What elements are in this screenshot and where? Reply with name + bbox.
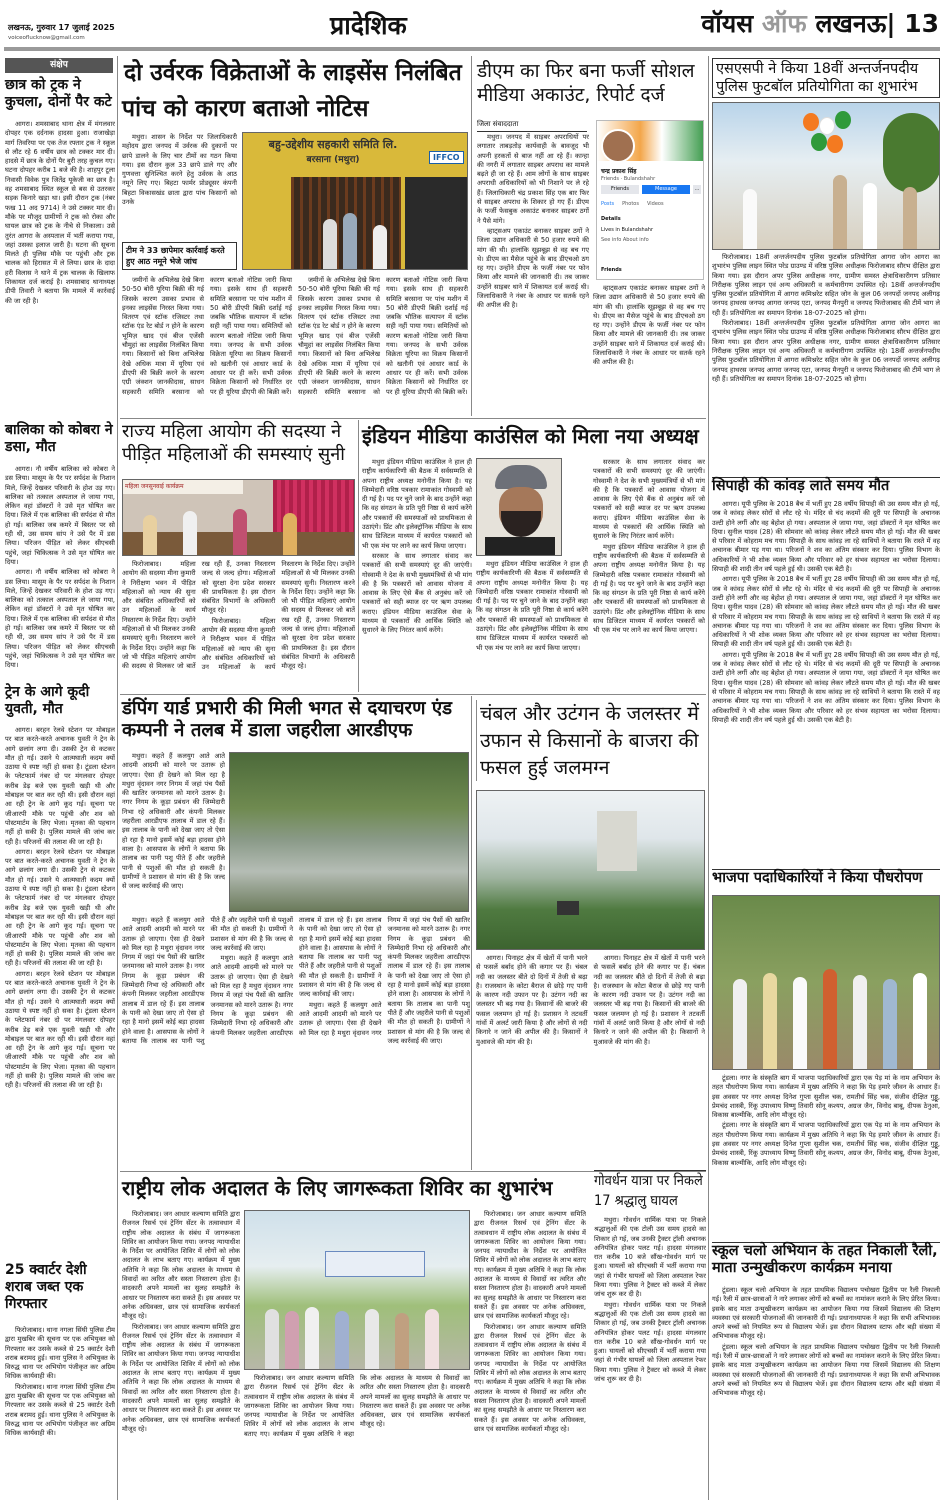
friends-button[interactable]: Friends bbox=[601, 185, 639, 194]
profile-meta: Friends · Bulandshahr bbox=[601, 176, 656, 182]
dumping-yard-body-2 bbox=[122, 916, 470, 1168]
polluted-pond-photo bbox=[229, 752, 469, 912]
person bbox=[285, 1311, 299, 1369]
brief-2-text: आगरा। नौ वर्षीय बालिका को कोबरा ने डस लिया। मासूम के पैर पर सर्पदंश के निशान मिले, जिन्हें देखकर परिवारी के होश उड़ गए। बालिका को तत्काल अस्पताल ले जाया गया, लेकिन वहां डॉक्टरों ने उसे मृत घोषित कर दिया। जिले में एक बालिका की सर्पदंश से मौत हो गई। बालिका जब कमरे में बिस्तर पर सो रही थी, उस समय सांप ने उसे पैर में डस लिया। परिजन पीड़ित को लेकर सीएचसी पहुंचे, जहां चिकित्सक ने उसे मृत घोषित कर दिया। bbox=[5, 568, 115, 670]
divider bbox=[120, 694, 706, 695]
header-rule bbox=[4, 47, 940, 51]
football-text: फिरोजाबाद। 18वीं अन्तर्जनपदीय पुलिस फुटबॉल प्रतियोगिता आगरा जोन आगरा का शुभारंभ पुलिस लाइन स्थित परेड ग्राउण्ड में वरिष्ठ पुलिस अधीक्षक फिरोजाबाद सौरभ दीक्षित द्वारा किया गया। इस दौरान अपर पुलिस अधीक्षक नगर, ग्रामीण समस्त क्षेत्राधिकारीगण प्रतिसार निरीक्षक पुलिस लाइन एवं अन्य अधिकारी व कर्मचारीगण उपस्थित रहे। 18वीं अन्तर्जनपदीय पुलिस फुटबॉल प्रतियोगिता में आगरा कमिश्नरेट सहित जोन के कुल 06 जनपदों जनपद अलीगढ़ जनपद हाथरस जनपद आगरा जनपद एटा, जनपद मैनपुरी व जनपद फिरोजाबाद की टीमें भाग ले रही हैं। प्रतियोगिता का समापन दिनांक 18-07-2025 को होगा। bbox=[712, 253, 940, 317]
lok-adalat-body bbox=[122, 1210, 240, 1500]
fertilizer-text: मथुरा। शासन के निर्देश पर जिलाधिकारी महोदय द्वारा जनपद में उर्वरक की दुकानों पर छापे डालने के लिए चार टीमों का गठन किया गया। इस दौरान कुल 33 छापे डाले गए और गुणवत्ता सुनिश्चित करने हेतु उर्वरक के आठ नमूने लिए गए। बिहटा फार्मर प्रोड्यूसर कंपनी बिहटा विकासखंड छाता द्वारा पांच किसानों को उनके bbox=[122, 133, 237, 207]
divider bbox=[358, 420, 359, 692]
person bbox=[343, 213, 357, 269]
brief-1-text: आगरा। शमसाबाद थाना क्षेत्र में मंगलवार दोपहर एक दर्दनाक हादसा हुआ। राजाखेड़ा मार्ग तिवरिया पर एक तेज रफ्तार ट्रक ने स्कूल से लौट रहे 6 वर्षीय छात्र को टक्कर मार दी। हादसे में छात्र के दोनों पैर बुरी तरह कुचल गए। घटना दोपहर करीब 1 बजे की है। शाहपुर टूला निवासी विवेक पुत्र जितेंद्र यूकेजी का छात्र है। वह शमसाबाद स्थित स्कूल से बस से उतरकर सड़क किनारे खड़ा था। इसी दौरान ट्रक (नंबर फख 11 अद 9714) ने उसे टक्कर मार दी। मौके पर मौजूद ग्रामीणों ने ट्रक को रोका और घायल छात्र को ट्रक के नीचे से निकाला। उसे तुरंत आगरा के अस्पताल में भर्ती कराया गया, जहां उसका इलाज जारी है। घटना की सूचना मिलते ही पुलिस मौके पर पहुंची और ट्रक चालक को हिरासत में ले लिया। छात्र के दादा हरी विलास ने थाने में ट्रक चालक के खिलाफ शिकायत दर्ज कराई है। शमसाबाद थानाध्यक्ष डीपी तिवारी ने बताया कि मामले में कार्रवाई की जा रही है। bbox=[5, 120, 115, 305]
fertilizer-text-2: जमीनों के अभिलेख देखे बिना 50-50 बोरी यूरिया बिक्री की गई जिसके कारण उसका प्रभाव से इनका लाइसेंस निरस्त किया गया। वितरण एवं स्टॉक रजिस्टर तथा स्टॉक एंड रेट बोर्ड न होने के कारण भूमिज़ खाद एवं बीज एजेंसी चौमुहां का लाइसेंस निलंबित किया गया। किसानों को बिना अभिलेख देखे अधिक मात्रा में यूरिया एवं डीएपी की बिक्री करने के कारण एग्री जंक्शन जानकीदास, साधन सहकारी समिति बरसाना को कारण बताओ नोटिस जारी किया गया। इसके साथ ही सहकारी समिति बरसाना पर पांच मशीन में 50 बोरी डीएपी बिक्री दर्शाई गई जबकि भौतिक सत्यापन में स्टॉक सही नहीं पाया गया। समितियों को कारण बताओ नोटिस जारी किया गया। जनपद के सभी उर्वरक विक्रेता यूरिया का विक्रय किसानों को खतौनी एवं आधार कार्ड के आधार पर ही करें। सभी उर्वरक विक्रेता किसानों को निर्धारित दर पर ही यूरिया डीएपी की बिक्री करें। bbox=[298, 276, 468, 396]
profile-avatar bbox=[601, 129, 635, 163]
media-council-text: सरकार के साथ लगातार संवाद कर पत्रकारों की सभी समस्याएं दूर की जाएंगी। गोस्वामी ने देश के सभी मुख्यमंत्रियों से भी मांग की है कि पत्रकारों को आवास योजना में आवास के लिए ऐसे बैंक से अनुबंध करें जो पत्रकारों को सही ब्याज दर पर ऋण उपलब्ध कराए। इंडियन मीडिया काउंसिल सेवा के माध्यम से पत्रकारों की आर्थिक स्थिति को सुधारने के लिए निरंतर कार्य करेंगे। bbox=[362, 551, 472, 635]
school-rally-body bbox=[712, 1286, 940, 1500]
shop-sign bbox=[243, 137, 423, 165]
balloon bbox=[827, 135, 843, 153]
school-rally-headline: स्कूल चलो अभियान के तहत निकाली रैली, माता उन्मुखीकरण कार्यक्रम मनाया bbox=[712, 1242, 940, 1278]
friends-heading: Friends bbox=[601, 267, 622, 273]
brief-2-text: आगरा। नौ वर्षीय बालिका को कोबरा ने डस लिया। मासूम के पैर पर सर्पदंश के निशान मिले, जिन्हें देखकर परिवारी के होश उड़ गए। बालिका को तत्काल अस्पताल ले जाया गया, लेकिन वहां डॉक्टरों ने उसे मृत घोषित कर दिया। जिले में एक बालिका की सर्पदंश से मौत हो गई। बालिका जब कमरे में बिस्तर पर सो रही थी, उस समय सांप ने उसे पैर में डस लिया। परिजन पीड़ित को लेकर सीएचसी पहुंचे, जहां चिकित्सक ने उसे मृत घोषित कर दिया। bbox=[5, 465, 115, 566]
fertilizer-body bbox=[122, 133, 237, 239]
camp-banner bbox=[325, 1251, 425, 1277]
tractor bbox=[557, 901, 579, 915]
lok-adalat-text: फिरोजाबाद। जन आधार कल्याण समिति द्वारा रीजनल रिसर्च एवं ट्रेनिंग सेंटर के तत्वावधान में राष्ट्रीय लोक अदालत के संबंध में जागरूकता शिविर का आयोजन किया गया। जनपद न्यायाधीश के निर्देश पर आयोजित शिविर में लोगों को लोक अदालत के लाभ बताए गए। कार्यक्रम में मुख्य अतिथि ने कहा कि लोक अदालत के माध्यम से विवादों का त्वरित और सस्ता निस्तारण होता है। वादकारी अपने मामलों का सुलह समझौते के आधार पर निस्तारण करा सकते हैं। इस अवसर पर अनेक अधिवक्ता, छात्र एवं सामाजिक कार्यकर्ता मौजूद रहे। bbox=[122, 1210, 240, 1321]
media-council-headline: इंडियन मीडिया काउंसिल को मिला नया अध्यक्ष bbox=[362, 424, 699, 448]
person bbox=[323, 219, 337, 269]
shirt bbox=[485, 537, 555, 556]
person bbox=[733, 979, 747, 1069]
dm-fake-text-2: व्हाट्सअप एकाउंट बनाकर साइबर ठगों ने जिला उद्यान अधिकारी से 50 हजार रुपये की मांग की थी। हालांकि सूझबूझ से वह बच गए थे। डीएम का मैसेज पहुंचे के बाद डीएचओ ठग रह गए। उन्होंने डीएम के फर्जी नंबर पर फोन किया और मामले की जानकारी दी। तब जाकर उन्होंने साइबर थाने में शिकायत दर्ज कराई थी। जिलाधिकारी ने नंबर के आधार पर सतर्क रहने की अपील की है। bbox=[593, 284, 705, 367]
school-rally-text: टूंडला। स्कूल चलो अभियान के तहत प्राथमिक विद्यालय पचोखरा द्वितीय पर रैली निकाली गई। रैली में छात्र-छात्राओं ने नारे लगाकर लोगों को बच्चों का नामांकन कराने के लिए प्रेरित किया। इसके बाद माता उन्मुखीकरण कार्यक्रम का आयोजन किया गया जिसमें विद्यालय की शिक्षण व्यवस्था एवं सरकारी योजनाओं की जानकारी दी गई। प्रधानाध्यापक ने कहा कि सभी अभिभावक अपने बच्चों को नियमित रूप से विद्यालय भेजें। इस दौरान विद्यालय स्टाफ और बड़ी संख्या में अभिभावक मौजूद रहे। bbox=[712, 1342, 940, 1398]
chambal-flood-body bbox=[476, 954, 705, 1168]
dumping-yard-text-2: मथुरा। कहते हैं कलयुग आते आते आदमी आदमी को मारने पर उतारू हो जाएगा। ऐसा ही देखने को मिल रहा है मथुरा वृंदावन नगर निगम में जहां पंच पैसों की खातिर जनमानस को मारने उतारू है। नगर निगम के कूड़ा प्रबंधन की जिम्मेदारी निभा रहे अधिकारी और कंपनी मिलकर जहरीला आरडीएफ तालाब में डाल रहे हैं। इस तालाब के पानी को देखा जाए तो ऐसा हो रहा है मानो इसमें कोई बड़ा हादसा होने वाला है। आसपास के लोगों ने बताया कि तालाब का पानी पशु पीते हैं और जहरीले पानी से पशुओं की मौत हो सकती है। ग्रामीणों ने प्रशासन से मांग की है कि जल्द से जल्द कार्रवाई की जाए। bbox=[122, 916, 293, 1045]
cap bbox=[495, 465, 547, 489]
person bbox=[903, 187, 917, 249]
masthead-word-1: वॉयस bbox=[701, 9, 754, 38]
media-council-body bbox=[362, 458, 472, 690]
tab-videos[interactable]: Videos bbox=[646, 201, 664, 207]
media-council-text-3: सरकार के साथ लगातार संवाद कर पत्रकारों की सभी समस्याएं दूर की जाएंगी। गोस्वामी ने देश के सभी मुख्यमंत्रियों से भी मांग की है कि पत्रकारों को आवास योजना में आवास के लिए ऐसे बैंक से अनुबंध करें जो पत्रकारों को सही ब्याज दर पर ऋण उपलब्ध कराए। इंडियन मीडिया काउंसिल सेवा के माध्यम से पत्रकारों की आर्थिक स्थिति को सुधारने के लिए निरंतर कार्य करेंगे। bbox=[593, 458, 705, 541]
lives-in: Lives in Bulandshahr bbox=[601, 227, 654, 233]
lok-adalat-text: फिरोजाबाद। जन आधार कल्याण समिति द्वारा रीजनल रिसर्च एवं ट्रेनिंग सेंटर के तत्वावधान में राष्ट्रीय लोक अदालत के संबंध में जागरूकता शिविर का आयोजन किया गया। जनपद न्यायाधीश के निर्देश पर आयोजित शिविर में लोगों को लोक अदालत के लाभ बताए गए। कार्यक्रम में मुख्य अतिथि ने कहा कि लोक अदालत के माध्यम से विवादों का त्वरित और सस्ता निस्तारण होता है। वादकारी अपने मामलों का सुलह समझौते के आधार पर निस्तारण करा सकते हैं। इस अवसर पर अनेक अधिवक्ता, छात्र एवं सामाजिक कार्यकर्ता मौजूद रहे। bbox=[122, 1322, 240, 1433]
women-commission-headline: राज्य महिला आयोग की सदस्या ने पीड़ित महिलाओं की समस्याएं सुनी bbox=[122, 421, 345, 465]
balloon bbox=[803, 113, 819, 131]
balloon bbox=[811, 133, 827, 151]
dm-fake-text: व्हाट्सअप एकाउंट बनाकर साइबर ठगों ने जिला उद्यान अधिकारी से 50 हजार रुपये की मांग की थी। हालांकि सूझबूझ से वह बच गए थे। डीएम का मैसेज पहुंचे के बाद डीएचओ ठग रह गए। उन्होंने डीएम के फर्जी नंबर पर फोन किया और मामले की जानकारी दी। तब जाकर उन्होंने साइबर थाने में शिकायत दर्ज कराई थी। जिलाधिकारी ने नंबर के आधार पर सतर्क रहने की अपील की है। bbox=[477, 226, 589, 310]
plantation-photo bbox=[712, 895, 940, 1070]
person bbox=[233, 509, 247, 555]
about-link[interactable]: See info About info bbox=[601, 237, 649, 243]
govardhan-text: मथुरा। गोवर्धन धार्मिक यात्रा पर निकले श्रद्धालुओं की एक टोली उस समय हादसे का शिकार हो गई, जब उनकी ट्रैक्टर ट्रॉली अचानक अनियंत्रित होकर पलट गई। हादसा मंगलवार रात करीब 10 बजे सौंख-गोवर्धन मार्ग पर हुआ। घायलों को सीएचसी में भर्ती कराया गया जहां से गंभीर घायलों को जिला अस्पताल रेफर किया गया। पुलिस ने ट्रैक्टर को कब्जे में लेकर जांच शुरू कर दी है। bbox=[594, 1300, 706, 1384]
shop-sign-line-1: बहु-उद्देशीय सहकारी समिति लि. bbox=[268, 138, 398, 151]
person bbox=[335, 1311, 349, 1369]
fertilizer-highlight: टीम ने 33 छापेमार कार्रवाई करते हुए आठ नमूने भेजे जांच bbox=[122, 242, 237, 270]
dumping-yard-text-2: मथुरा। कहते हैं कलयुग आते आते आदमी आदमी को मारने पर उतारू हो जाएगा। ऐसा ही देखने को मिल रहा है मथुरा वृंदावन नगर निगम में जहां पंच पैसों की खातिर जनमानस को मारने उतारू है। नगर निगम के कूड़ा प्रबंधन की जिम्मेदारी निभा रहे अधिकारी और कंपनी मिलकर जहरीला आरडीएफ तालाब में डाल रहे हैं। इस तालाब के पानी को देखा जाए तो ऐसा हो रहा है मानो इसमें कोई बड़ा हादसा होने वाला है। आसपास के लोगों ने बताया कि तालाब का पानी पशु पीते हैं और जहरीले पानी से पशुओं की मौत हो सकती है। ग्रामीणों ने प्रशासन से मांग की है कि जल्द से जल्द कार्रवाई की जाए। bbox=[299, 916, 470, 1045]
lok-adalat-text-3: फिरोजाबाद। जन आधार कल्याण समिति द्वारा रीजनल रिसर्च एवं ट्रेनिंग सेंटर के तत्वावधान में राष्ट्रीय लोक अदालत के संबंध में जागरूकता शिविर का आयोजन किया गया। जनपद न्यायाधीश के निर्देश पर आयोजित शिविर में लोगों को लोक अदालत के लाभ बताए गए। कार्यक्रम में मुख्य अतिथि ने कहा कि लोक अदालत के माध्यम से विवादों का त्वरित और सस्ता निस्तारण होता है। वादकारी अपने मामलों का सुलह समझौते के आधार पर निस्तारण करा सकते हैं। इस अवसर पर अनेक अधिवक्ता, छात्र एवं सामाजिक कार्यकर्ता मौजूद रहे। bbox=[474, 1322, 586, 1433]
person bbox=[373, 225, 387, 269]
president-portrait bbox=[476, 458, 562, 556]
football-headline: एसएसपी ने किया 18वीं अन्तर्जनपदीय पुलिस फुटबॉल प्रतियोगिता का शुभारंभ bbox=[712, 58, 940, 98]
brief-1-body bbox=[5, 120, 115, 418]
profile-tabs bbox=[601, 201, 664, 207]
brief-1-title: छात्र को ट्रक ने कुचला, दोनों पैर कटे bbox=[5, 77, 112, 110]
notice-board bbox=[405, 177, 468, 270]
person bbox=[913, 973, 927, 1069]
media-council-text-2: मथुरा इंडियन मीडिया काउंसिल ने हाल ही राष्ट्रीय कार्यकारिणी की बैठक में सर्वसम्मति से अपना राष्ट्रीय अध्यक्ष मनोनीत किया है। यह जिम्मेदारी वरिष्ठ पत्रकार रामाकांत गोस्वामी को दी गई है। पद पर चुने जाने के बाद उन्होंने कहा कि वह संगठन के प्रति पूरी निष्ठा से कार्य करेंगे और पत्रकारों की समस्याओं को प्राथमिकता से उठाएंगे। प्रिंट और इलेक्ट्रॉनिक मीडिया के साथ साथ डिजिटल माध्यम में कार्यरत पत्रकारों को भी एक मंच पर लाने का कार्य किया जाएगा। bbox=[476, 560, 588, 652]
awareness-camp-photo bbox=[244, 1210, 470, 1370]
women-commission-photo bbox=[122, 479, 355, 556]
person bbox=[763, 973, 777, 1069]
brief-2-title: बालिका को कोबरा ने डसा, मौत bbox=[5, 422, 113, 455]
brief-3-text: आगरा। बरहन रेलवे स्टेशन पर मोबाइल पर बात करते-करते अचानक युवती ने ट्रेन के आगे छलांग लगा दी। उसकी ट्रेन से कटकर मौत हो गई। उसने ये आत्मघाती कदम क्यों उठाया ये स्पष्ट नहीं हो सका है। टूंडला स्टेशन के प्लेटफार्म नंबर दो पर मंगलवार दोपहर करीब डेढ़ बजे एक युवती खड़ी थी और मोबाइल पर बात कर रही थी। इसी दौरान वहां आ रही ट्रेन के आगे कूद गई। सूचना पर जीआरपी मौके पर पहुंची और शव को पोस्टमार्टम के लिए भेजा। मृतका की पहचान नहीं हो सकी है। पुलिस मामले की जांच कर रही है। परिजनों की तलाश की जा रही है। bbox=[5, 847, 115, 968]
message-button[interactable]: Message bbox=[642, 185, 690, 194]
media-council-text-3: मथुरा इंडियन मीडिया काउंसिल ने हाल ही राष्ट्रीय कार्यकारिणी की बैठक में सर्वसम्मति से अपना राष्ट्रीय अध्यक्ष मनोनीत किया है। यह जिम्मेदारी वरिष्ठ पत्रकार रामाकांत गोस्वामी को दी गई है। पद पर चुने जाने के बाद उन्होंने कहा कि वह संगठन के प्रति पूरी निष्ठा से कार्य करेंगे और पत्रकारों की समस्याओं को प्राथमिकता से उठाएंगे। प्रिंट और इलेक्ट्रॉनिक मीडिया के साथ साथ डिजिटल माध्यम में कार्यरत पत्रकारों को भी एक मंच पर लाने का कार्य किया जाएगा। bbox=[593, 542, 705, 635]
divider bbox=[120, 418, 706, 419]
masthead bbox=[701, 6, 939, 40]
header-date: लखनऊ, गुरुवार 17 जुलाई 2025 bbox=[8, 23, 115, 32]
more-button[interactable]: … bbox=[694, 186, 700, 192]
shop-sign-line-2: बरसाना (मथुरा) bbox=[306, 155, 360, 165]
women-commission-text: फिरोजाबाद। महिला आयोग की सदस्या मीना कुमारी ने निरीक्षण भवन में पीड़ित महिलाओं को न्याय की सुना और संबंधित अधिकारियों को उन महिलाओं के कार्य निस्तारण के निर्देश दिए। उन्होंने महिलाओं से भी मिलकर उनकी समस्याएं सुनी। निस्तारण करने के निर्देश दिए। उन्होंने कहा कि जो भी पीड़ित महिलाएं आयोग की सदस्य से मिलकर जो बातें रख रही हैं, उनका निस्तारण जल्द से जल्द होगा। महिलाओं को सुरक्षा देना प्रदेश सरकार की प्राथमिकता है। इस दौरान संबंधित विभागों के अधिकारी मौजूद रहे। bbox=[201, 560, 355, 672]
plantation-text: टूंडला। नगर के संस्कृति बाग में भाजपा पदाधिकारियों द्वारा एक पेड़ मां के नाम अभियान के तहत पौधरोपण किया गया। कार्यक्रम में मुख्य अतिथि ने कहा कि पेड़ हमारे जीवन के आधार हैं। इस अवसर पर नगर अध्यक्ष दिनेश गुप्ता सुशील चक, रामतीर्थ सिंह चक, संजीव दीक्षित गुड्डू, प्रेमचंद शास्त्री, रिंकू उपाध्याय विष्णु तिवारी सोनू कश्यप, अग्रज जैन, विनोद बाबू, दीपक ठेनुआ, विकास बाल्मीकि, आदि लोग मौजूद रहे। bbox=[712, 1074, 940, 1120]
fertilizer-subheadline: पांच को कारण बताओ नोटिस bbox=[122, 96, 369, 122]
brief-3-text: आगरा। बरहन रेलवे स्टेशन पर मोबाइल पर बात करते-करते अचानक युवती ने ट्रेन के आगे छलांग लगा दी। उसकी ट्रेन से कटकर मौत हो गई। उसने ये आत्मघाती कदम क्यों उठाया ये स्पष्ट नहीं हो सका है। टूंडला स्टेशन के प्लेटफार्म नंबर दो पर मंगलवार दोपहर करीब डेढ़ बजे एक युवती खड़ी थी और मोबाइल पर बात कर रही थी। इसी दौरान वहां आ रही ट्रेन के आगे कूद गई। सूचना पर जीआरपी मौके पर पहुंची और शव को पोस्टमार्टम के लिए भेजा। मृतका की पहचान नहीं हो सकी है। पुलिस मामले की जांच कर रही है। परिजनों की तलाश की जा रही है। bbox=[5, 726, 115, 846]
person bbox=[395, 1313, 409, 1369]
person bbox=[283, 513, 297, 555]
constable-death-text: आगरा। यूपी पुलिस के 2018 बैच में भर्ती हुए 28 वर्षीय सिपाही की उस समय मौत हो गई, जब वे कांवड़ लेकर सोरों से लौट रहे थे। मंदिर से चंद कदमों की दूरी पर सिपाही के अचानक उल्टी होने लगीं और वह बेहोश हो गया। अस्पताल ले जाया गया, जहां डॉक्टरों ने मृत घोषित कर दिया। सुनील यादव (28) की सोमवार को कांवड़ लेकर लौटते समय मौत हो गई। मौत की खबर से परिवार में कोहराम मच गया। सिपाही के साथ कांवड़ ला रहे साथियों ने बताया कि रास्ते में वह अचानक बीमार पड़ गया था। परिजनों ने शव का अंतिम संस्कार कर दिया। पुलिस विभाग के अधिकारियों ने भी शोक व्यक्त किया और परिवार को हर संभव सहायता का भरोसा दिलाया। सिपाही की शादी तीन वर्ष पहले हुई थी। उसकी एक बेटी है। bbox=[712, 500, 940, 574]
brief-4-title: 25 क्वार्टर देशी शराब जब्त एक गिरफ्तार bbox=[5, 1262, 87, 1312]
plantation-headline: भाजपा पदाधिकारियों ने किया पौधरोपण bbox=[712, 869, 940, 887]
dm-byline: जिला संवाददाता bbox=[477, 120, 587, 132]
beard bbox=[501, 511, 541, 537]
football-text: फिरोजाबाद। 18वीं अन्तर्जनपदीय पुलिस फुटबॉल प्रतियोगिता आगरा जोन आगरा का शुभारंभ पुलिस लाइन स्थित परेड ग्राउण्ड में वरिष्ठ पुलिस अधीक्षक फिरोजाबाद सौरभ दीक्षित द्वारा किया गया। इस दौरान अपर पुलिस अधीक्षक नगर, ग्रामीण समस्त क्षेत्राधिकारीगण प्रतिसार निरीक्षक पुलिस लाइन एवं अन्य अधिकारी व कर्मचारीगण उपस्थित रहे। 18वीं अन्तर्जनपदीय पुलिस फुटबॉल प्रतियोगिता में आगरा कमिश्नरेट सहित जोन के कुल 06 जनपदों जनपद अलीगढ़ जनपद हाथरस जनपद आगरा जनपद एटा, जनपद मैनपुरी व जनपद फिरोजाबाद की टीमें भाग ले रही हैं। प्रतियोगिता का समापन दिनांक 18-07-2025 को होगा। bbox=[712, 319, 940, 383]
person bbox=[853, 975, 867, 1069]
person bbox=[743, 189, 757, 249]
brief-4-text: फिरोजाबाद। थाना नगला सिंघी पुलिस टीम द्वारा मुखबिर की सूचना पर एक अभियुक्त को गिरफ्तार कर उसके कब्जे से 25 क्वार्टर देशी शराब बरामद हुई। थाना पुलिस ने अभियुक्त के विरुद्ध थाना पर अभियोग पंजीकृत कर अग्रिम विधिक कार्यवाही की। bbox=[5, 1382, 115, 1438]
brief-2-body bbox=[5, 465, 115, 680]
chambal-flood-headline: चंबल और उटंगन के जलस्तर में उफान से किसानों के बाजरा की फसल हुई जलमग्न bbox=[476, 700, 706, 781]
brief-4-text: फिरोजाबाद। थाना नगला सिंघी पुलिस टीम द्वारा मुखबिर की सूचना पर एक अभियुक्त को गिरफ्तार कर उसके कब्जे से 25 क्वार्टर देशी शराब बरामद हुई। थाना पुलिस ने अभियुक्त के विरुद्ध थाना पर अभियोग पंजीकृत कर अग्रिम विधिक कार्यवाही की। bbox=[5, 1326, 115, 1381]
column-divider bbox=[708, 56, 709, 1500]
plantation-body bbox=[712, 1074, 940, 1240]
lok-adalat-text-2: फिरोजाबाद। जन आधार कल्याण समिति द्वारा रीजनल रिसर्च एवं ट्रेनिंग सेंटर के तत्वावधान में राष्ट्रीय लोक अदालत के संबंध में जागरूकता शिविर का आयोजन किया गया। जनपद न्यायाधीश के निर्देश पर आयोजित शिविर में लोगों को लोक अदालत के लाभ बताए गए। कार्यक्रम में मुख्य अतिथि ने कहा कि लोक अदालत के माध्यम से विवादों का त्वरित और सस्ता निस्तारण होता है। वादकारी अपने मामलों का सुलह समझौते के आधार पर निस्तारण करा सकते हैं। इस अवसर पर अनेक अधिवक्ता, छात्र एवं सामाजिक कार्यकर्ता मौजूद रहे। bbox=[244, 1374, 470, 1438]
women-commission-text: फिरोजाबाद। महिला आयोग की सदस्या मीना कुमारी ने निरीक्षण भवन में पीड़ित महिलाओं को न्याय की सुना और संबंधित अधिकारियों को उन महिलाओं के कार्य निस्तारण के निर्देश दिए। उन्होंने महिलाओं से भी मिलकर उनकी समस्याएं सुनी। निस्तारण करने के निर्देश दिए। उन्होंने कहा कि जो भी पीड़ित महिलाएं आयोग की सदस्य से मिलकर जो बातें रख रही हैं, उनका निस्तारण जल्द से जल्द होगा। महिलाओं को सुरक्षा देना प्रदेश सरकार की प्राथमिकता है। इस दौरान संबंधित विभागों के अधिकारी मौजूद रहे। bbox=[122, 560, 276, 671]
brief-3-body bbox=[5, 726, 115, 1258]
constable-death-headline: सिपाही की कांवड़ लाते समय मौत bbox=[712, 477, 940, 495]
section-title: प्रादेशिक bbox=[330, 11, 407, 40]
profile-name: चन्द्र प्रकाश सिंह bbox=[601, 168, 637, 175]
fertilizer-headline: दो उर्वरक विक्रेताओं के लाइसेंस निलंबित bbox=[124, 60, 462, 86]
dumping-yard-text-2: मथुरा। कहते हैं कलयुग आते आते आदमी आदमी को मारने पर उतारू हो जाएगा। ऐसा ही देखने को मिल रहा है मथुरा वृंदावन नगर निगम में जहां पंच पैसों की खातिर जनमानस को मारने उतारू है। नगर निगम के कूड़ा प्रबंधन की जिम्मेदारी निभा रहे अधिकारी और कंपनी मिलकर जहरीला आरडीएफ तालाब में डाल रहे हैं। इस तालाब के पानी को देखा जाए तो ऐसा हो रहा है मानो इसमें कोई बड़ा हादसा होने वाला है। आसपास के लोगों ने बताया कि तालाब का पानी पशु पीते हैं और जहरीले पानी से पशुओं की मौत हो सकती है। ग्रामीणों ने प्रशासन से मांग की है कि जल्द से जल्द कार्रवाई की जाए। bbox=[210, 916, 382, 1037]
govardhan-text: मथुरा। गोवर्धन धार्मिक यात्रा पर निकले श्रद्धालुओं की एक टोली उस समय हादसे का शिकार हो गई, जब उनकी ट्रैक्टर ट्रॉली अचानक अनियंत्रित होकर पलट गई। हादसा मंगलवार रात करीब 10 बजे सौंख-गोवर्धन मार्ग पर हुआ। घायलों को सीएचसी में भर्ती कराया गया जहां से गंभीर घायलों को जिला अस्पताल रेफर किया गया। पुलिस ने ट्रैक्टर को कब्जे में लेकर जांच शुरू कर दी है। bbox=[594, 1216, 706, 1299]
brief-3-text: आगरा। बरहन रेलवे स्टेशन पर मोबाइल पर बात करते-करते अचानक युवती ने ट्रेन के आगे छलांग लगा दी। उसकी ट्रेन से कटकर मौत हो गई। उसने ये आत्मघाती कदम क्यों उठाया ये स्पष्ट नहीं हो सका है। टूंडला स्टेशन के प्लेटफार्म नंबर दो पर मंगलवार दोपहर करीब डेढ़ बजे एक युवती खड़ी थी और मोबाइल पर बात कर रही थी। इसी दौरान वहां आ रही ट्रेन के आगे कूद गई। सूचना पर जीआरपी मौके पर पहुंची और शव को पोस्टमार्टम के लिए भेजा। मृतका की पहचान नहीं हो सकी है। पुलिस मामले की जांच कर रही है। परिजनों की तलाश की जा रही है। bbox=[5, 969, 115, 1090]
person bbox=[793, 977, 807, 1069]
constable-death-text: आगरा। यूपी पुलिस के 2018 बैच में भर्ती हुए 28 वर्षीय सिपाही की उस समय मौत हो गई, जब वे कांवड़ लेकर सोरों से लौट रहे थे। मंदिर से चंद कदमों की दूरी पर सिपाही के अचानक उल्टी होने लगीं और वह बेहोश हो गया। अस्पताल ले जाया गया, जहां डॉक्टरों ने मृत घोषित कर दिया। सुनील यादव (28) की सोमवार को कांवड़ लेकर लौटते समय मौत हो गई। मौत की खबर से परिवार में कोहराम मच गया। सिपाही के साथ कांवड़ ला रहे साथियों ने बताया कि रास्ते में वह अचानक बीमार पड़ गया था। परिजनों ने शव का अंतिम संस्कार कर दिया। पुलिस विभाग के अधिकारियों ने भी शोक व्यक्त किया और परिवार को हर संभव सहायता का भरोसा दिलाया। सिपाही की शादी तीन वर्ष पहले हुई थी। उसकी एक बेटी है। bbox=[712, 575, 940, 649]
women-commission-body bbox=[122, 560, 355, 690]
divider bbox=[471, 56, 472, 416]
briefs-label: संक्षेप bbox=[5, 58, 113, 73]
flooded-field-photo bbox=[476, 790, 705, 950]
football-body bbox=[712, 253, 940, 473]
person bbox=[265, 1309, 279, 1369]
balloon bbox=[835, 111, 851, 129]
page-number: 13 bbox=[904, 9, 939, 38]
govardhan-body bbox=[594, 1216, 706, 1500]
masthead-word-2: ऑफ bbox=[761, 9, 807, 38]
brief-4-body bbox=[5, 1326, 115, 1500]
chambal-flood-text: आगरा। पिनाहट क्षेत्र में खेतों में पानी भरने से फसलें बर्बाद होने की कगार पर हैं। चंबल नदी का जलस्तर बीते दो दिनों में तेजी से बढ़ा है। राजस्थान के कोटा बैराज से छोड़े गए पानी के कारण नदी उफान पर है। उटंगन नदी का जलस्तर भी बढ़ गया है। किसानों की बाजरे की फसल जलमग्न हो गई है। प्रशासन ने तटवर्ती गांवों में अलर्ट जारी किया है और लोगों से नदी किनारे न जाने की अपील की है। किसानों ने मुआवजे की मांग की है। bbox=[476, 954, 588, 1046]
media-council-body-3 bbox=[593, 458, 705, 690]
dm-fake-body-2 bbox=[593, 284, 705, 415]
divider bbox=[471, 696, 472, 1170]
dm-fake-text: मथुरा। जनपद में साइबर अपराधियों पर लगातार ताबड़तोड़ कार्यवाही के बावजूद भी अपनी हरकतों से बाज नहीं आ रहे हैं। कान्हा की नगरी में लगातार साइबर अपराध का मामले बढ़ते ही जा रहे हैं। आम लोगों के साथ साइबर अपराधी अधिकारियों को भी निशाने पर ले रहे हैं। जिलाधिकारी चंद्र प्रकाश सिंह एक बार फिर से साइबर अपराध के शिकार हो गए हैं। डीएम के फर्जी फेसबुक अकाउंट बनाकर साइबर ठगों ने पैसे मांगे। bbox=[477, 133, 589, 225]
tab-photos[interactable]: Photos bbox=[622, 201, 639, 207]
lok-adalat-body-2 bbox=[244, 1374, 470, 1500]
media-council-body-2 bbox=[476, 560, 588, 690]
tree bbox=[883, 113, 940, 193]
masthead-word-3: लखनऊ bbox=[815, 9, 887, 38]
person bbox=[425, 1309, 439, 1369]
details-heading: Details bbox=[601, 216, 621, 222]
person bbox=[305, 1307, 319, 1369]
facebook-profile-screenshot bbox=[596, 120, 704, 280]
brief-3-title: ट्रेन के आगे कूदी युवती, मौत bbox=[5, 684, 90, 717]
dumping-yard-text: मथुरा। कहते हैं कलयुग आते आते आदमी आदमी को मारने पर उतारू हो जाएगा। ऐसा ही देखने को मिल रहा है मथुरा वृंदावन नगर निगम में जहां पंच पैसों की खातिर जनमानस को मारने उतारू है। नगर निगम के कूड़ा प्रबंधन की जिम्मेदारी निभा रहे अधिकारी और कंपनी मिलकर जहरीला आरडीएफ तालाब में डाल रहे हैं। इस तालाब के पानी को देखा जाए तो ऐसा हो रहा है मानो इसमें कोई बड़ा हादसा होने वाला है। आसपास के लोगों ने बताया कि तालाब का पानी पशु पीते हैं और जहरीले पानी से पशुओं की मौत हो सकती है। ग्रामीणों ने प्रशासन से मांग की है कि जल्द से जल्द कार्रवाई की जाए। bbox=[122, 752, 225, 891]
dm-fake-headline: डीएम का फिर बना फर्जी सोशल मीडिया अकाउंट, रिपोर्ट दर्ज bbox=[477, 60, 695, 106]
dumping-yard-headline: डंपिंग यार्ड प्रभारी की मिली भगत से दयाचरण एंड कम्पनी ने तलब में डाला जहरीला आरडीएफ bbox=[122, 698, 453, 742]
person bbox=[863, 183, 877, 249]
constable-death-body bbox=[712, 500, 940, 866]
dm-fake-body bbox=[477, 133, 589, 415]
person bbox=[143, 515, 157, 555]
column-divider bbox=[117, 56, 118, 1500]
lok-adalat-body-3 bbox=[474, 1210, 586, 1500]
fertilizer-body-2 bbox=[122, 276, 468, 414]
person bbox=[833, 175, 847, 249]
tab-posts[interactable]: Posts bbox=[601, 201, 615, 207]
school-rally-text: टूंडला। स्कूल चलो अभियान के तहत प्राथमिक विद्यालय पचोखरा द्वितीय पर रैली निकाली गई। रैली में छात्र-छात्राओं ने नारे लगाकर लोगों को बच्चों का नामांकन कराने के लिए प्रेरित किया। इसके बाद माता उन्मुखीकरण कार्यक्रम का आयोजन किया गया जिसमें विद्यालय की शिक्षण व्यवस्था एवं सरकारी योजनाओं की जानकारी दी गई। प्रधानाध्यापक ने कहा कि सभी अभिभावक अपने बच्चों को नियमित रूप से विद्यालय भेजें। इस दौरान विद्यालय स्टाफ और बड़ी संख्या में अभिभावक मौजूद रहे। bbox=[712, 1286, 940, 1341]
constable-death-text: आगरा। यूपी पुलिस के 2018 बैच में भर्ती हुए 28 वर्षीय सिपाही की उस समय मौत हो गई, जब वे कांवड़ लेकर सोरों से लौट रहे थे। मंदिर से चंद कदमों की दूरी पर सिपाही के अचानक उल्टी होने लगीं और वह बेहोश हो गया। अस्पताल ले जाया गया, जहां डॉक्टरों ने मृत घोषित कर दिया। सुनील यादव (28) की सोमवार को कांवड़ लेकर लौटते समय मौत हो गई। मौत की खबर से परिवार में कोहराम मच गया। सिपाही के साथ कांवड़ ला रहे साथियों ने बताया कि रास्ते में वह अचानक बीमार पड़ गया था। परिजनों ने शव का अंतिम संस्कार कर दिया। पुलिस विभाग के अधिकारियों ने भी शोक व्यक्त किया और परिवार को हर संभव सहायता का भरोसा दिलाया। सिपाही की शादी तीन वर्ष पहले हुई थी। उसकी एक बेटी है। bbox=[712, 650, 940, 724]
iffco-logo: IFFCO bbox=[429, 151, 464, 164]
building bbox=[597, 811, 637, 871]
header-email: voiceoflucknow@gmail.com bbox=[8, 35, 85, 41]
govardhan-headline: गोवर्धन यात्रा पर निकले 17 श्रद्धालु घायल bbox=[594, 1170, 706, 1211]
person bbox=[883, 979, 897, 1069]
plantation-text: टूंडला। नगर के संस्कृति बाग में भाजपा पदाधिकारियों द्वारा एक पेड़ मां के नाम अभियान के तहत पौधरोपण किया गया। कार्यक्रम में मुख्य अतिथि ने कहा कि पेड़ हमारे जीवन के आधार हैं। इस अवसर पर नगर अध्यक्ष दिनेश गुप्ता सुशील चक, रामतीर्थ सिंह चक, संजीव दीक्षित गुड्डू, प्रेमचंद शास्त्री, रिंकू उपाध्याय विष्णु तिवारी सोनू कश्यप, अग्रज जैन, विनोद बाबू, दीपक ठेनुआ, विकास बाल्मीकि, आदि लोग मौजूद रहे। bbox=[712, 1121, 940, 1167]
football-inauguration-photo bbox=[712, 102, 940, 250]
masthead-divider: | bbox=[886, 9, 896, 38]
media-council-text: मथुरा इंडियन मीडिया काउंसिल ने हाल ही राष्ट्रीय कार्यकारिणी की बैठक में सर्वसम्मति से अपना राष्ट्रीय अध्यक्ष मनोनीत किया है। यह जिम्मेदारी वरिष्ठ पत्रकार रामाकांत गोस्वामी को दी गई है। पद पर चुने जाने के बाद उन्होंने कहा कि वह संगठन के प्रति पूरी निष्ठा से कार्य करेंगे और पत्रकारों की समस्याओं को प्राथमिकता से उठाएंगे। प्रिंट और इलेक्ट्रॉनिक मीडिया के साथ साथ डिजिटल माध्यम में कार्यरत पत्रकारों को भी एक मंच पर लाने का कार्य किया जाएगा। bbox=[362, 458, 472, 550]
fertilizer-shop-photo bbox=[242, 132, 468, 270]
person bbox=[183, 511, 197, 555]
dumping-yard-body bbox=[122, 752, 225, 912]
person bbox=[365, 1309, 379, 1369]
fertilizer-text-2: जमीनों के अभिलेख देखे बिना 50-50 बोरी यूरिया बिक्री की गई जिसके कारण उसका प्रभाव से इनका लाइसेंस निरस्त किया गया। वितरण एवं स्टॉक रजिस्टर तथा स्टॉक एंड रेट बोर्ड न होने के कारण भूमिज़ खाद एवं बीज एजेंसी चौमुहां का लाइसेंस निलंबित किया गया। किसानों को बिना अभिलेख देखे अधिक मात्रा में यूरिया एवं डीएपी की बिक्री करने के कारण एग्री जंक्शन जानकीदास, साधन सहकारी समिति बरसाना को कारण बताओ नोटिस जारी किया गया। इसके साथ ही सहकारी समिति बरसाना पर पांच मशीन में 50 बोरी डीएपी बिक्री दर्शाई गई जबकि भौतिक सत्यापन में स्टॉक सही नहीं पाया गया। समितियों को कारण बताओ नोटिस जारी किया गया। जनपद के सभी उर्वरक विक्रेता यूरिया का विक्रय किसानों को खतौनी एवं आधार कार्ड के आधार पर ही करें। सभी उर्वरक विक्रेता किसानों को निर्धारित दर पर ही यूरिया डीएपी की बिक्री करें। bbox=[122, 276, 292, 396]
balloon bbox=[819, 117, 835, 135]
person bbox=[823, 969, 837, 1069]
lok-adalat-headline: राष्ट्रीय लोक अदालत के लिए जागरूकता शिविर का शुभारंभ bbox=[122, 1176, 553, 1200]
lok-adalat-text-3: फिरोजाबाद। जन आधार कल्याण समिति द्वारा रीजनल रिसर्च एवं ट्रेनिंग सेंटर के तत्वावधान में राष्ट्रीय लोक अदालत के संबंध में जागरूकता शिविर का आयोजन किया गया। जनपद न्यायाधीश के निर्देश पर आयोजित शिविर में लोगों को लोक अदालत के लाभ बताए गए। कार्यक्रम में मुख्य अतिथि ने कहा कि लोक अदालत के माध्यम से विवादों का त्वरित और सस्ता निस्तारण होता है। वादकारी अपने मामलों का सुलह समझौते के आधार पर निस्तारण करा सकते हैं। इस अवसर पर अनेक अधिवक्ता, छात्र एवं सामाजिक कार्यकर्ता मौजूद रहे। bbox=[474, 1210, 586, 1321]
chambal-flood-text: आगरा। पिनाहट क्षेत्र में खेतों में पानी भरने से फसलें बर्बाद होने की कगार पर हैं। चंबल नदी का जलस्तर बीते दो दिनों में तेजी से बढ़ा है। राजस्थान के कोटा बैराज से छोड़े गए पानी के कारण नदी उफान पर है। उटंगन नदी का जलस्तर भी बढ़ गया है। किसानों की बाजरे की फसल जलमग्न हो गई है। प्रशासन ने तटवर्ती गांवों में अलर्ट जारी किया है और लोगों से नदी किनारे न जाने की अपील की है। किसानों ने मुआवजे की मांग की है। bbox=[593, 954, 705, 1046]
event-banner: महिला जनसुनवाई कार्यक्रम bbox=[123, 480, 243, 494]
